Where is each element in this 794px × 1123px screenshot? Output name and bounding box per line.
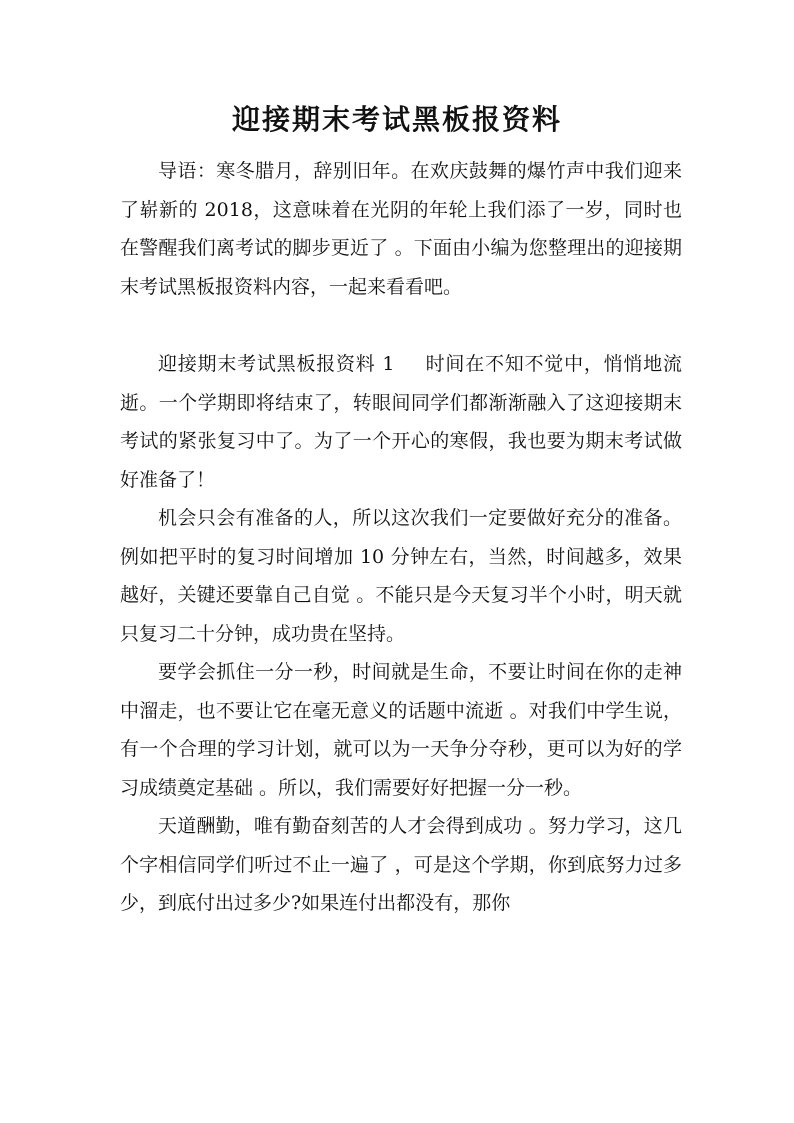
section-heading: 迎接期末考试黑板报资料 1: [158, 353, 395, 375]
section-1-paragraph: [120, 345, 682, 499]
body-paragraph-time: 要学会抓住一分一秒，时间就是生命，不要让时间在你的走神中溜走，也不要让它在毫无意义的话题中流逝 。对我们中学生说，有一个合理的学习计划，就可以为一天争分夺秒，更可以为好的学习成绩奠定基础 。所以，我们需要好好把握一分一秒。: [120, 661, 682, 799]
paragraph-spacer: [120, 306, 682, 345]
document-title: 迎接期末考试黑板报资料: [231, 103, 562, 136]
intro-paragraph: 导语：寒冬腊月，辞别旧年。在欢庆鼓舞的爆竹声中我们迎来了崭新的 2018，这意味着在光阴的年轮上我们添了一岁，同时也在警醒我们离考试的脚步更近了 。下面由小编为您整理出的迎接期末考试黑板报资料内容，一起来看看吧。: [120, 160, 682, 298]
section-first-text: 时间在不知不觉中，悄悄地流逝。一个学期即将结束了，转眼间同学们都渐渐融入了这迎接期末考试的紧张复习中了。为了一个开心的寒假，我也要为期末考试做好准备了！: [120, 353, 682, 491]
document-body: [120, 152, 682, 923]
body-paragraph-preparation: 机会只会有准备的人，所以这次我们一定要做好充分的准备。例如把平时的复习时间增加 10 分钟左右，当然，时间越多，效果越好，关键还要靠自己自觉 。不能只是今天复习半个小时，明天就只复习二十分钟，成功贵在坚持。: [120, 507, 682, 645]
body-paragraph-diligence: 天道酬勤，唯有勤奋刻苦的人才会得到成功 。努力学习，这几个字相信同学们听过不止一遍了 ，可是这个学期，你到底努力过多少，到底付出过多少?如果连付出都没有，那你: [120, 815, 682, 914]
